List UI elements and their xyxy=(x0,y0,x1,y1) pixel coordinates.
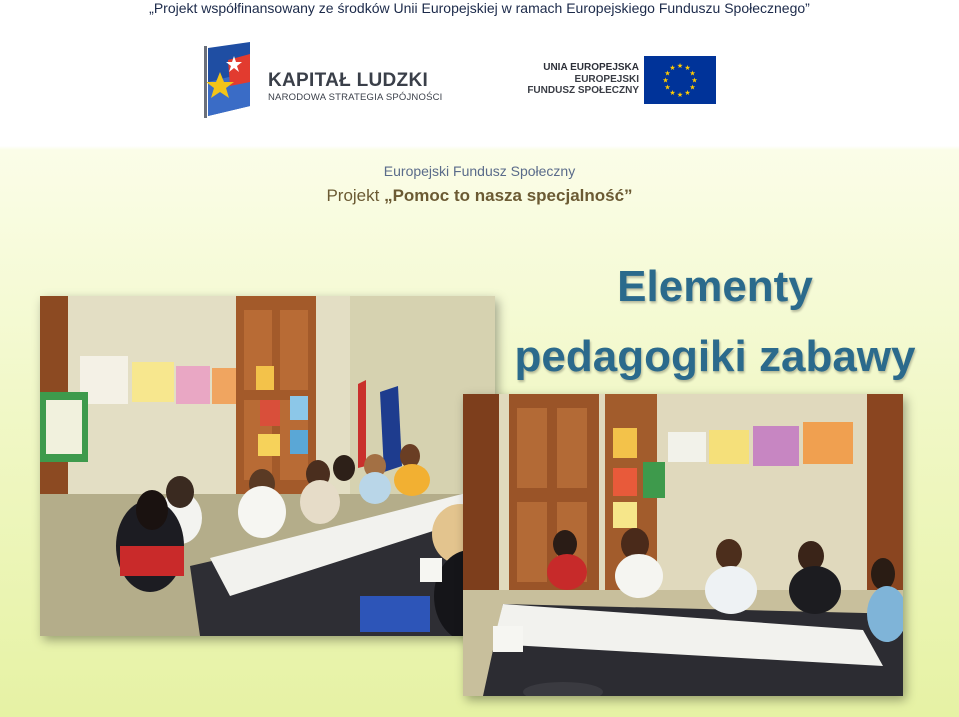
kapital-ludzki-flag-icon xyxy=(200,42,256,120)
svg-text:★: ★ xyxy=(676,91,684,99)
svg-text:★: ★ xyxy=(664,83,671,92)
page-title-line-2: pedagogiki zabawy xyxy=(514,332,916,381)
classroom-photo-left-image xyxy=(40,296,495,636)
fund-heading: Europejski Fundusz Społeczny xyxy=(383,163,576,179)
svg-text:★: ★ xyxy=(689,69,696,78)
svg-text:★: ★ xyxy=(664,69,671,78)
kapital-ludzki-logo xyxy=(200,42,445,122)
project-heading xyxy=(0,186,959,206)
cofinance-note: „Projekt współfinansowany ze środków Unii Europejskiej w ramach Europejskiego Funduszu Społecznego” xyxy=(149,0,810,16)
svg-text:★: ★ xyxy=(676,62,684,70)
svg-text:★: ★ xyxy=(684,64,691,72)
eu-logo-text xyxy=(527,62,639,97)
eu-flag-icon xyxy=(644,56,716,104)
svg-text:★: ★ xyxy=(684,89,691,97)
eu-line-2: EUROPEJSKI xyxy=(574,73,639,85)
page-title-line-1: Elementy xyxy=(617,262,813,311)
project-prefix: Projekt xyxy=(326,186,385,205)
eu-line-1: UNIA EUROPEJSKA xyxy=(543,62,639,73)
header-band xyxy=(0,0,959,146)
eu-line-3: FUNDUSZ SPOŁECZNY xyxy=(527,85,639,96)
svg-text:★: ★ xyxy=(691,76,698,85)
page-title xyxy=(500,252,930,392)
classroom-photo-left xyxy=(40,296,495,636)
svg-text:★: ★ xyxy=(669,89,676,97)
svg-text:★: ★ xyxy=(669,64,676,72)
project-name: „Pomoc to nasza specjalność” xyxy=(384,186,633,205)
eu-logo xyxy=(527,56,719,106)
kapital-ludzki-subtitle: NARODOWA STRATEGIA SPÓJNOŚCI xyxy=(268,92,443,103)
classroom-photo-right xyxy=(463,394,903,696)
kapital-ludzki-title: KAPITAŁ LUDZKI xyxy=(268,70,429,91)
classroom-photo-right-image xyxy=(463,394,903,696)
svg-text:★: ★ xyxy=(689,83,696,92)
svg-text:★: ★ xyxy=(662,76,669,85)
